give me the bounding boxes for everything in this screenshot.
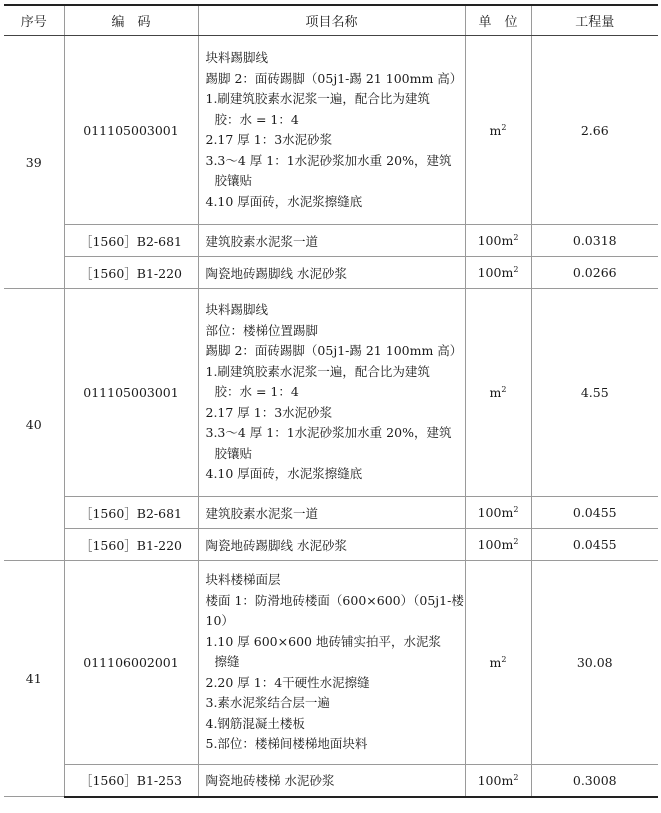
description-line: 楼面 1：防滑地砖楼面（600×600）（05j1-楼 [205,592,464,608]
header-qty: 工程量 [531,5,658,36]
table-row [4,225,658,257]
sub-unit: $100m^2$ [465,529,531,561]
description-line: 部位：楼梯位置踢脚 [205,322,319,338]
description-line: 2.17 厚 1：3水泥砂浆 [205,404,333,420]
description-line: 2.17 厚 1：3水泥砂浆 [205,132,333,147]
sub-code: ［1560］B1-220 [64,257,198,289]
sub-unit: $100m^2$ [465,225,531,257]
item-unit: $m^2$ [465,561,531,765]
description-line: 擦缝 [214,654,240,670]
table-header-row [4,5,658,36]
row-number: 41 [4,561,64,797]
sub-name: 建筑胶素水泥浆一道 [198,225,465,257]
header-code: 编 码 [64,5,198,36]
description-line: 3.素水泥浆结合层一遍 [205,695,330,711]
description-line: 踢脚 2：面砖踢脚（05j1-踢 21 100mm 高） [205,70,463,86]
sub-code: ［1560］B2-681 [64,225,198,257]
description-line: 胶镶贴 [214,445,253,461]
description-line: 胶：水 = 1：4 [214,384,299,400]
table-row [4,289,658,497]
sub-quantity: 0.0455 [531,497,658,529]
description-line: 4.10 厚面砖，水泥浆擦缝底 [205,466,363,482]
item-description [198,289,465,497]
sub-quantity: 0.0266 [531,257,658,289]
description-line: 块料踢脚线 [205,50,269,65]
sub-quantity: 0.0318 [531,225,658,257]
item-code: 011105003001 [64,36,198,225]
description-line: 4.钢筋混凝土楼板 [205,715,305,731]
sub-name: 陶瓷地砖踢脚线 水泥砂浆 [198,257,465,289]
description-line: 胶镶贴 [214,173,253,188]
sub-quantity: 0.0455 [531,529,658,561]
sub-code: ［1560］B1-220 [64,529,198,561]
description-line: 3.3～4 厚 1：1水泥砂浆加水重 20%，建筑 [205,152,452,168]
table-row [4,257,658,289]
table-row [4,765,658,797]
item-quantity: 4.55 [531,289,658,497]
item-description [198,561,465,765]
item-unit: $m^2$ [465,36,531,225]
sub-unit: $100m^2$ [465,765,531,797]
description-line: 块料踢脚线 [205,302,269,318]
item-quantity: 30.08 [531,561,658,765]
sub-name: 陶瓷地砖踢脚线 水泥砂浆 [198,529,465,561]
table-row [4,529,658,561]
description-line: 胶：水 = 1：4 [214,111,299,127]
row-number: 39 [4,36,64,289]
item-description [198,36,465,225]
header-no: 序号 [4,5,64,36]
item-code: 011105003001 [64,289,198,497]
sub-quantity: 0.3008 [531,765,658,797]
sub-name: 建筑胶素水泥浆一道 [198,497,465,529]
sub-name: 陶瓷地砖楼梯 水泥砂浆 [198,765,465,797]
description-line: 4.10 厚面砖，水泥浆擦缝底 [205,193,363,209]
sub-code: ［1560］B1-253 [64,765,198,797]
description-line: 踢脚 2：面砖踢脚（05j1-踢 21 100mm 高） [205,343,463,359]
row-number: 40 [4,289,64,561]
item-code: 011106002001 [64,561,198,765]
description-line: 5.部位：楼梯间楼梯地面块料 [205,736,368,752]
description-line: 10） [205,613,234,629]
sub-unit: $100m^2$ [465,497,531,529]
sub-unit: $100m^2$ [465,257,531,289]
bill-of-quantities-table [4,4,658,798]
description-line: 块料楼梯面层 [205,572,281,588]
sub-code: ［1560］B2-681 [64,497,198,529]
table-row [4,497,658,529]
table-row [4,561,658,765]
description-line: 1.刷建筑胶素水泥浆一遍，配合比为建筑 [205,363,430,379]
header-unit: 单 位 [465,5,531,36]
item-quantity: 2.66 [531,36,658,225]
description-line: 2.20 厚 1：4干硬性水泥擦缝 [205,674,370,690]
header-name: 项目名称 [198,5,465,36]
table-row [4,36,658,225]
description-line: 1.刷建筑胶素水泥浆一遍，配合比为建筑 [205,91,430,106]
description-line: 1.10 厚 600×600 地砖铺实拍平，水泥浆 [205,633,441,649]
item-unit: $m^2$ [465,289,531,497]
description-line: 3.3～4 厚 1：1水泥砂浆加水重 20%，建筑 [205,425,452,441]
